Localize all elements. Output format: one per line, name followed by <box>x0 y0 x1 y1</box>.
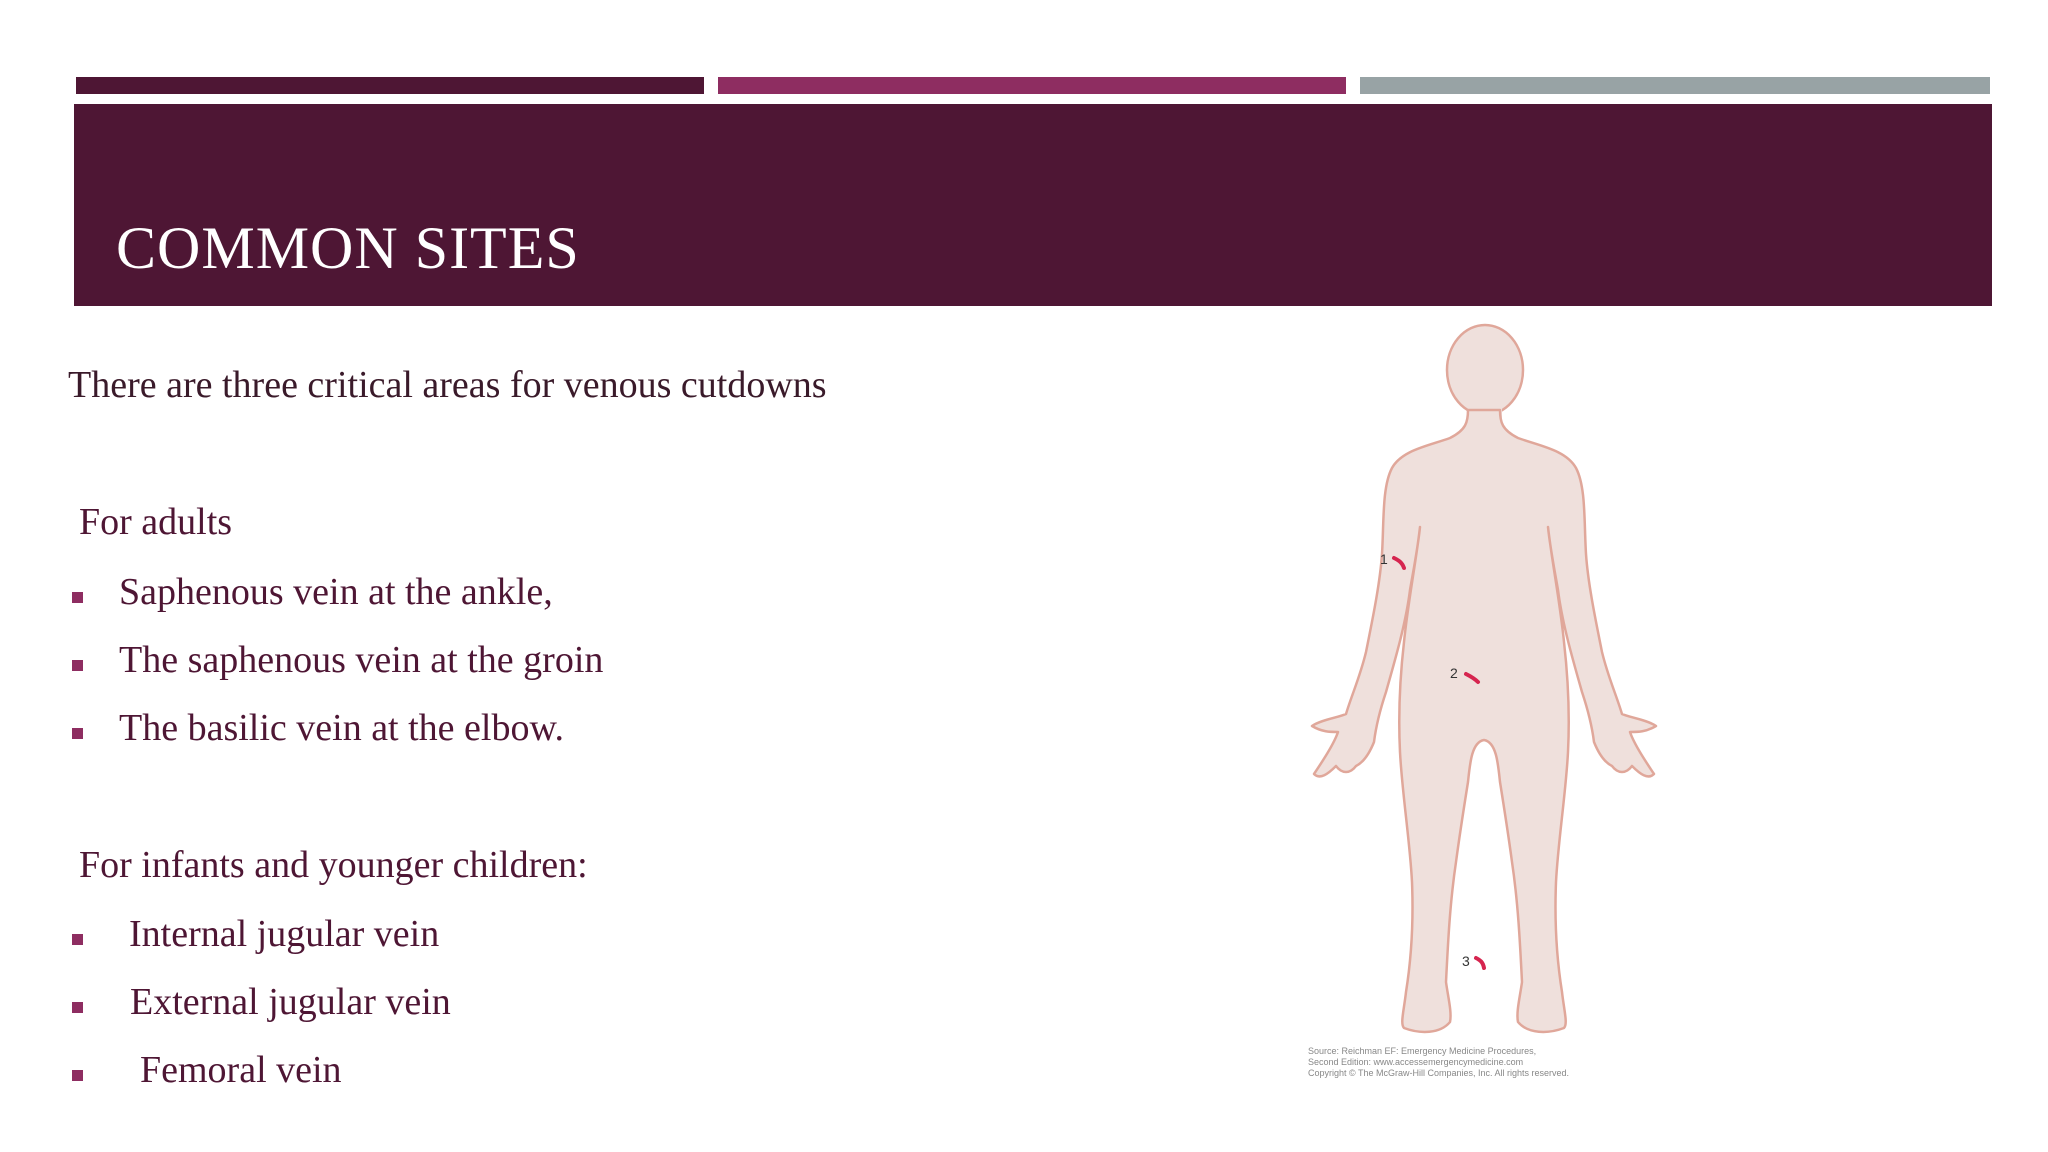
anatomy-figure <box>1300 322 1690 1087</box>
human-body-outline-icon <box>1300 322 1690 1042</box>
marker-3-label: 3 <box>1462 953 1470 969</box>
accent-bar-gray <box>1360 77 1990 94</box>
bullet-icon <box>72 1002 83 1013</box>
body-head <box>1447 325 1523 415</box>
marker-1-label: 1 <box>1380 551 1388 567</box>
bullet-icon <box>72 1070 83 1081</box>
bullet-icon <box>72 592 83 603</box>
slide-title: COMMON SITES <box>116 215 580 281</box>
adults-heading: For adults <box>79 501 233 543</box>
marker-2-label: 2 <box>1450 665 1458 681</box>
figure-credit <box>1308 1046 1708 1079</box>
children-heading: For infants and younger children: <box>79 844 588 886</box>
title-band <box>74 104 1992 306</box>
credit-line: Second Edition: www.accessemergencymedicine.com <box>1308 1057 1524 1067</box>
accent-bar-dark <box>76 77 704 94</box>
marker-3-stroke <box>1476 958 1484 968</box>
list-item-text: External jugular vein <box>130 981 451 1023</box>
list-item-text: Femoral vein <box>140 1049 342 1091</box>
body-silhouette <box>1312 410 1656 1032</box>
bullet-icon <box>72 934 83 945</box>
credit-line: Copyright © The McGraw-Hill Companies, Inc. All rights reserved. <box>1308 1068 1570 1078</box>
list-item-text: The saphenous vein at the groin <box>119 639 604 681</box>
intro-text: There are three critical areas for venous cutdowns <box>68 364 827 406</box>
bullet-icon <box>72 660 83 671</box>
accent-bar-magenta <box>718 77 1346 94</box>
bullet-icon <box>72 728 83 739</box>
credit-line: Source: Reichman EF: Emergency Medicine Procedures, <box>1308 1046 1537 1056</box>
list-item-text: Internal jugular vein <box>129 913 440 955</box>
list-item-text: The basilic vein at the elbow. <box>119 707 564 749</box>
list-item-text: Saphenous vein at the ankle, <box>119 571 553 613</box>
